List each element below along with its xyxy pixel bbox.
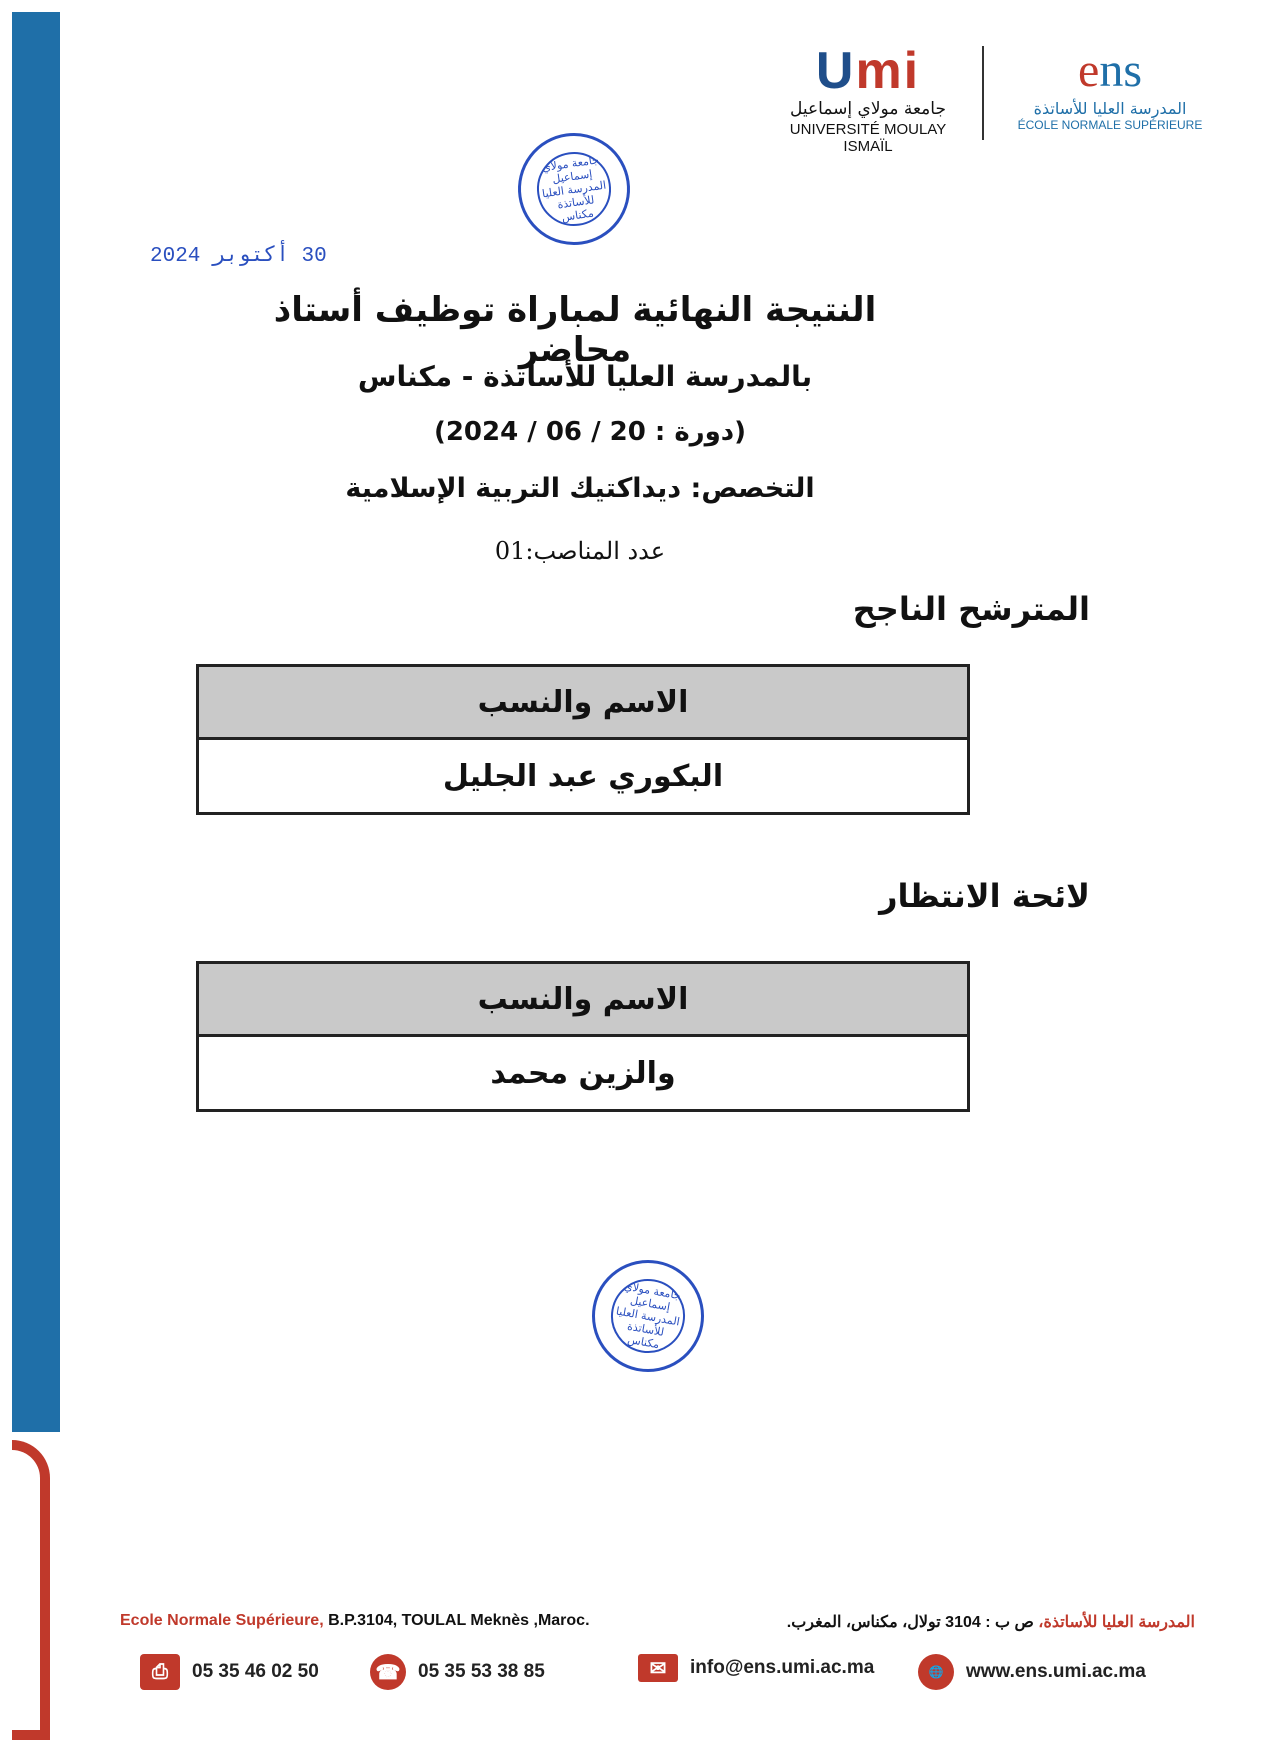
winner-table: [196, 664, 970, 815]
official-seal-bottom: [583, 1251, 713, 1381]
umi-name-fr: UNIVERSITÉ MOULAY ISMAÏL: [789, 121, 947, 155]
side-band-red-curve: [12, 1440, 50, 1740]
address-ar-rest: ص ب : 3104 تولال، مكناس، المغرب.: [786, 1614, 1039, 1631]
specialty: التخصص: ديداكتيك التربية الإسلامية: [345, 473, 815, 504]
ens-mark-right: ns: [1099, 44, 1142, 97]
page-title: النتيجة النهائية لمباراة توظيف أستاذ محاضر: [273, 290, 877, 370]
side-band-blue: [12, 12, 60, 1432]
umi-name-ar: جامعة مولاي إسماعيل: [790, 99, 946, 119]
waiting-list-heading: لائحة الانتظار: [879, 877, 1090, 915]
umi-logo: [768, 42, 968, 155]
table-row: البكوري عبد الجليل: [199, 740, 967, 812]
umi-mark-left: U: [815, 42, 856, 100]
contact-fax: [140, 1654, 319, 1690]
umi-logo-mark: [768, 42, 968, 100]
phone-icon: ☎: [370, 1654, 406, 1690]
ens-name-ar: المدرسة العليا للأساتذة: [1033, 99, 1187, 118]
table-row: والزين محمد: [199, 1037, 967, 1109]
ens-logo: [1010, 45, 1210, 132]
ens-logo-mark: [1010, 45, 1210, 97]
phone-number: 05 35 53 38 85: [418, 1661, 545, 1682]
date-stamp: 30 أكتوبر 2024: [150, 245, 327, 268]
winner-table-header: الاسم والنسب: [199, 667, 967, 740]
fax-icon: ⎙: [140, 1654, 180, 1690]
ens-mark-left: e: [1078, 44, 1100, 97]
fax-number: 05 35 46 02 50: [192, 1661, 319, 1682]
umi-mark-right: mi: [855, 42, 921, 100]
contact-phone: [370, 1654, 545, 1690]
address-ar: [787, 1612, 1195, 1632]
seal-text-top: جامعة مولاي إسماعيل المدرسة العليا للأساتذة مكناس: [532, 147, 616, 231]
waiting-table-header: الاسم والنسب: [199, 964, 967, 1037]
positions-count: عدد المناصب:01: [494, 537, 666, 565]
official-seal-top: [511, 126, 637, 252]
winner-heading: المترشح الناجح: [852, 590, 1090, 628]
address-fr-name: Ecole Normale Supérieure,: [120, 1612, 324, 1629]
contact-email[interactable]: [638, 1654, 874, 1682]
logo-divider: [982, 46, 984, 140]
seal-text-bottom: جامعة مولاي إسماعيل المدرسة العليا للأساتذة مكناس: [605, 1273, 691, 1359]
globe-icon: 🌐: [918, 1654, 954, 1690]
address-fr-rest: B.P.3104, TOULAL Meknès ,Maroc.: [323, 1612, 590, 1629]
email-link[interactable]: info@ens.umi.ac.ma: [690, 1657, 875, 1678]
session-date: (دورة : 20 / 06 / 2024): [433, 417, 747, 447]
institution-line: بالمدرسة العليا للأساتذة - مكناس: [357, 360, 813, 393]
ens-name-fr: ÉCOLE NORMALE SUPÉRIEURE: [1017, 118, 1203, 132]
website-link[interactable]: www.ens.umi.ac.ma: [966, 1661, 1146, 1682]
contact-website[interactable]: [918, 1654, 1146, 1690]
waiting-list-table: [196, 961, 970, 1112]
envelope-icon: ✉: [638, 1654, 678, 1682]
address-ar-name: المدرسة العليا للأساتذة،: [1038, 1614, 1195, 1631]
address-fr: [120, 1612, 590, 1630]
